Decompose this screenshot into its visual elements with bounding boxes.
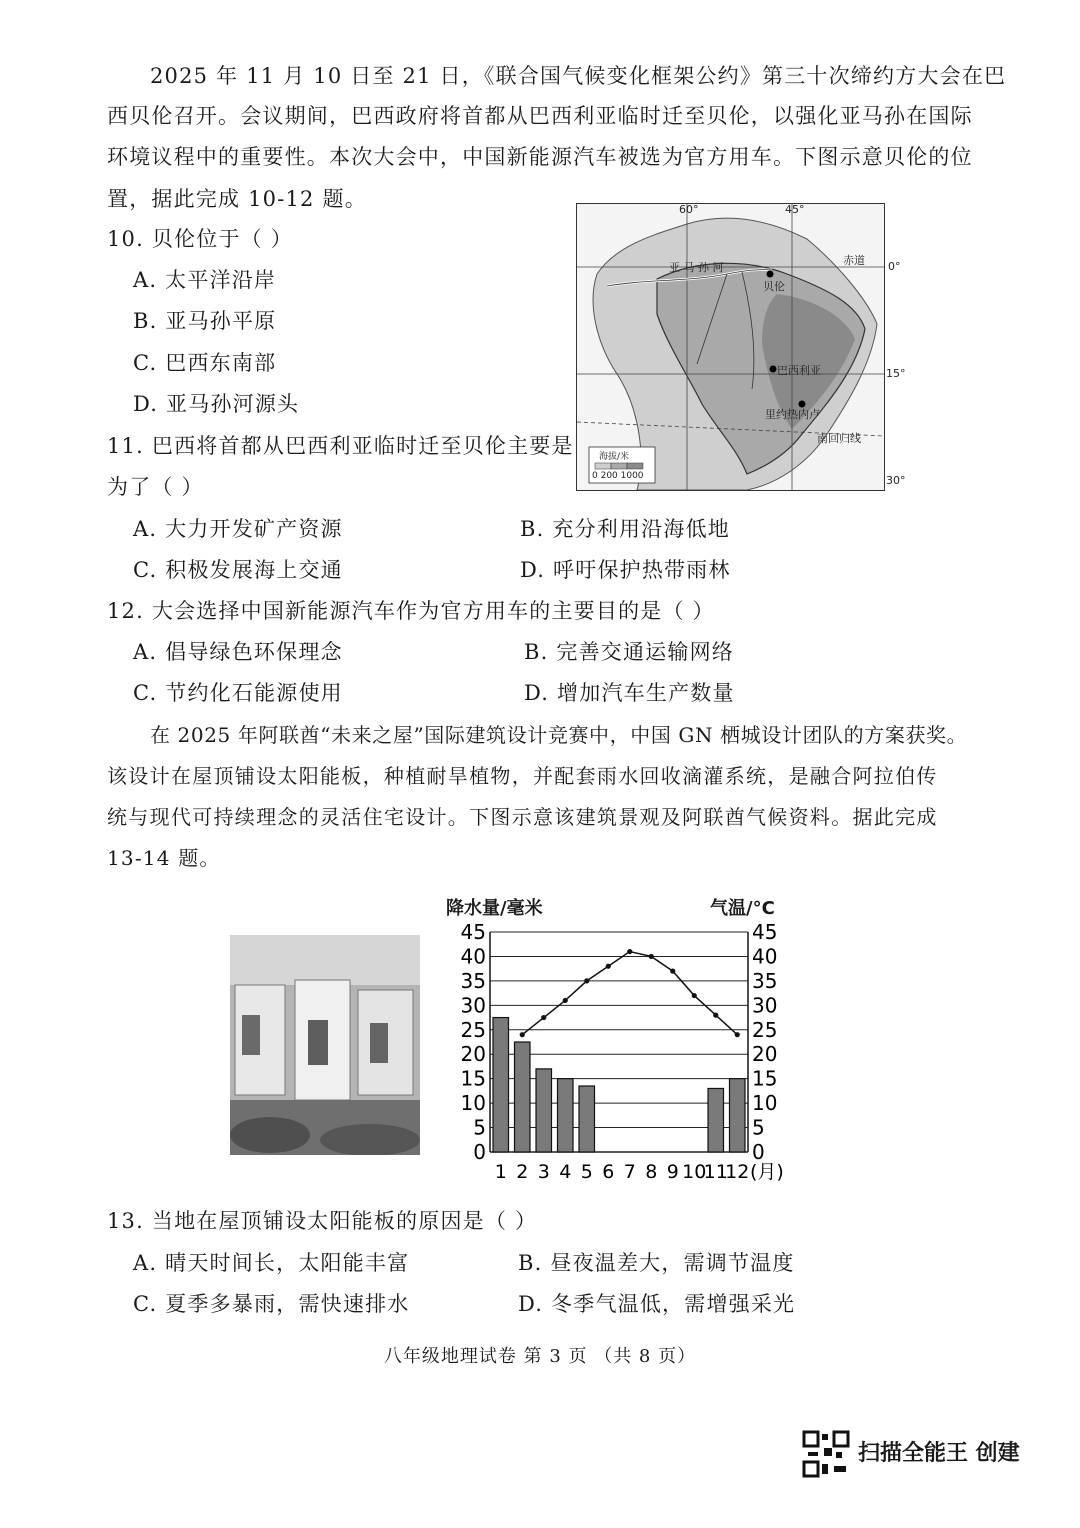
map-tropic-label: 南回归线 bbox=[817, 432, 861, 445]
q11-option-d: D. 呼吁保护热带雨林 bbox=[520, 558, 731, 582]
temperature-point bbox=[627, 949, 632, 954]
temperature-point bbox=[670, 969, 675, 974]
q11-option-b: B. 充分利用沿海低地 bbox=[520, 517, 730, 541]
q13-option-b: B. 昼夜温差大，需调节温度 bbox=[518, 1251, 795, 1275]
temperature-point bbox=[649, 954, 654, 959]
belem-marker bbox=[767, 271, 774, 278]
brazil-location-map bbox=[576, 203, 885, 491]
passage1-line-1: 2025 年 11 月 10 日至 21 日，《联合国气候变化框架公约》第三十次缔约方大会在巴 bbox=[150, 64, 1007, 88]
q12-option-b: B. 完善交通运输网络 bbox=[524, 640, 734, 664]
left-tick-label: 20 bbox=[460, 1042, 486, 1067]
right-tick-label: 25 bbox=[752, 1017, 778, 1042]
temperature-point bbox=[584, 978, 589, 983]
passage1-line-3: 环境议程中的重要性。本次大会中，中国新能源汽车被选为官方用车。下图示意贝伦的位 bbox=[107, 145, 973, 169]
qr-code-icon bbox=[802, 1430, 850, 1478]
precipitation-bar bbox=[708, 1088, 724, 1152]
x-tick-label: 6 bbox=[602, 1161, 615, 1183]
q11-stem-line-1: 11. 巴西将首都从巴西利亚临时迁至贝伦主要是 bbox=[107, 434, 574, 458]
q13-stem: 13. 当地在屋顶铺设太阳能板的原因是（ ） bbox=[107, 1209, 538, 1233]
building-landscape-photo bbox=[230, 935, 420, 1155]
passage2-line-1: 在 2025 年阿联酋“未来之屋”国际建筑设计竞赛中，中国 GN 栖城设计团队的方案获奖。 bbox=[150, 723, 968, 747]
q12-option-d: D. 增加汽车生产数量 bbox=[524, 681, 735, 705]
left-tick-label: 40 bbox=[460, 944, 486, 969]
x-tick-label: 5 bbox=[580, 1161, 593, 1183]
map-lat-30: 30° bbox=[886, 474, 906, 487]
map-lon-60: 60° bbox=[679, 203, 699, 216]
left-tick-label: 15 bbox=[460, 1066, 486, 1091]
map-lat-15: 15° bbox=[886, 367, 906, 380]
map-legend-title: 海拔/米 bbox=[599, 452, 630, 462]
map-city-rio: 里约热内卢 bbox=[765, 408, 820, 421]
climate-chart-svg bbox=[440, 890, 810, 1190]
temperature-point bbox=[735, 1032, 740, 1037]
left-tick-label: 10 bbox=[460, 1091, 486, 1116]
precipitation-bar bbox=[579, 1086, 595, 1152]
map-city-brasilia: 巴西利亚 bbox=[777, 364, 821, 377]
q12-option-a: A. 倡导绿色环保理念 bbox=[133, 640, 343, 664]
left-tick-label: 30 bbox=[460, 993, 486, 1018]
right-tick-label: 0 bbox=[752, 1140, 765, 1164]
chart-left-axis-title: 降水量/毫米 bbox=[446, 898, 543, 919]
q11-option-a: A. 大力开发矿产资源 bbox=[133, 517, 343, 541]
temperature-point bbox=[563, 998, 568, 1003]
precipitation-bar bbox=[493, 1018, 509, 1152]
q13-option-d: D. 冬季气温低，需增强采光 bbox=[518, 1292, 796, 1316]
x-tick-label: 10 bbox=[682, 1161, 707, 1183]
left-tick-label: 25 bbox=[460, 1017, 486, 1042]
brasilia-marker bbox=[770, 366, 777, 373]
passage1-line-4: 置，据此完成 10-12 题。 bbox=[107, 187, 367, 211]
q12-stem: 12. 大会选择中国新能源汽车作为官方用车的主要目的是（ ） bbox=[107, 599, 715, 623]
x-tick-label: 11 bbox=[703, 1161, 728, 1183]
map-city-belem: 贝伦 bbox=[763, 280, 785, 293]
temperature-point bbox=[713, 1013, 718, 1018]
left-tick-label: 0 bbox=[473, 1140, 486, 1164]
chart-right-axis-title: 气温/°C bbox=[710, 898, 775, 919]
right-tick-label: 20 bbox=[752, 1042, 778, 1067]
map-drawing bbox=[577, 204, 884, 490]
x-tick-label: 12 bbox=[725, 1161, 750, 1183]
right-tick-label: 5 bbox=[752, 1115, 765, 1140]
passage2-line-3: 统与现代可持续理念的灵活住宅设计。下图示意该建筑景观及阿联酋气候资料。据此完成 bbox=[107, 805, 938, 829]
map-legend-values: 0 200 1000 bbox=[592, 471, 644, 481]
right-tick-label: 30 bbox=[752, 993, 778, 1018]
map-equator-label: 赤道 bbox=[843, 254, 865, 267]
q12-option-c: C. 节约化石能源使用 bbox=[133, 681, 343, 705]
map-lon-45: 45° bbox=[785, 203, 805, 216]
scanner-watermark: 扫描全能王 创建 bbox=[858, 1441, 1020, 1466]
x-tick-label: 4 bbox=[559, 1161, 572, 1183]
x-tick-label: 2 bbox=[516, 1161, 529, 1183]
passage1-line-2: 西贝伦召开。会议期间，巴西政府将首都从巴西利亚临时迁至贝伦，以强化亚马孙在国际 bbox=[107, 104, 973, 128]
building-photo-drawing bbox=[230, 935, 420, 1155]
q11-option-c: C. 积极发展海上交通 bbox=[133, 558, 343, 582]
right-tick-label: 35 bbox=[752, 968, 778, 993]
q13-option-c: C. 夏季多暴雨，需快速排水 bbox=[133, 1292, 410, 1316]
left-tick-label: 5 bbox=[473, 1115, 486, 1140]
q10-option-c: C. 巴西东南部 bbox=[133, 351, 277, 375]
q10-stem: 10. 贝伦位于（ ） bbox=[107, 227, 293, 251]
x-tick-label: 3 bbox=[537, 1161, 550, 1183]
passage2-line-4: 13-14 题。 bbox=[107, 846, 221, 870]
temperature-point bbox=[541, 1015, 546, 1020]
precipitation-bar bbox=[515, 1042, 531, 1152]
temperature-point bbox=[692, 993, 697, 998]
right-tick-label: 45 bbox=[752, 920, 778, 944]
precipitation-bar bbox=[730, 1079, 746, 1152]
left-tick-label: 35 bbox=[460, 968, 486, 993]
temperature-line bbox=[522, 952, 737, 1035]
q13-option-a: A. 晴天时间长，太阳能丰富 bbox=[133, 1251, 410, 1275]
right-tick-label: 40 bbox=[752, 944, 778, 969]
x-tick-label: 9 bbox=[666, 1161, 679, 1183]
temperature-point bbox=[606, 964, 611, 969]
q10-option-b: B. 亚马孙平原 bbox=[133, 309, 277, 333]
page-footer: 八年级地理试卷 第 3 页 （共 8 页） bbox=[383, 1346, 697, 1367]
passage2-line-2: 该设计在屋顶铺设太阳能板，种植耐旱植物，并配套雨水回收滴灌系统，是融合阿拉伯传 bbox=[107, 764, 938, 788]
temperature-point bbox=[520, 1032, 525, 1037]
climate-chart bbox=[440, 890, 810, 1190]
x-unit-label: (月) bbox=[750, 1161, 784, 1183]
left-tick-label: 45 bbox=[460, 920, 486, 944]
q10-option-d: D. 亚马孙河源头 bbox=[133, 392, 300, 416]
map-lat-0: 0° bbox=[888, 260, 901, 273]
x-tick-label: 1 bbox=[494, 1161, 507, 1183]
q11-stem-line-2: 为了（ ） bbox=[107, 475, 204, 499]
right-tick-label: 15 bbox=[752, 1066, 778, 1091]
right-tick-label: 10 bbox=[752, 1091, 778, 1116]
q10-option-a: A. 太平洋沿岸 bbox=[133, 268, 277, 292]
x-tick-label: 7 bbox=[623, 1161, 636, 1183]
x-tick-label: 8 bbox=[645, 1161, 658, 1183]
precipitation-bar bbox=[558, 1079, 574, 1152]
precipitation-bar bbox=[536, 1069, 552, 1152]
map-river-label: 亚 马 孙 河 bbox=[669, 261, 724, 274]
